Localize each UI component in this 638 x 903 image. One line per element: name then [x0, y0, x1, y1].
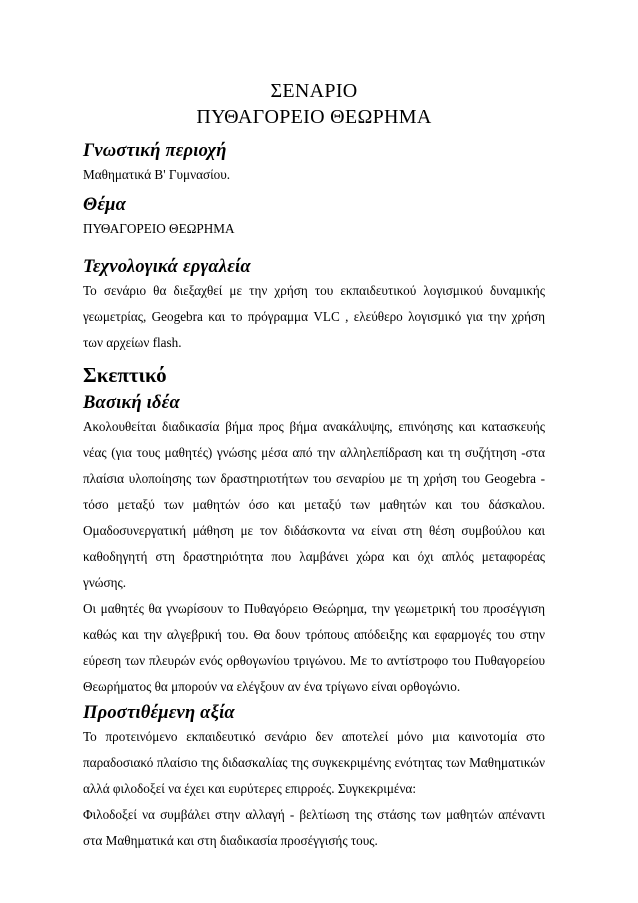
added-value-paragraph-2: Φιλοδοξεί να συμβάλει στην αλλαγή - βελτίωση της στάσης των μαθητών απέναντι στα Μαθηματικά και στη διαδικασία προσέγγισής τους.: [83, 807, 545, 848]
document-page: [83, 78, 545, 854]
heading-cognitive-area: Γνωστική περιοχή: [83, 141, 227, 161]
topic-text: ΠΥΘΑΓΟΡΕΙΟ ΘΕΩΡΗΜΑ: [83, 221, 235, 236]
heading-topic: Θέμα: [83, 195, 127, 215]
heading-tech-tools: Τεχνολογικά εργαλεία: [83, 257, 251, 277]
heading-basic-idea: Βασική ιδέα: [83, 393, 180, 413]
basic-idea-paragraph-2: Οι μαθητές θα γνωρίσουν το Πυθαγόρειο Θεώρημα, την γεωμετρική του προσέγγιση καθώς και την αλγεβρική του. Θα δουν τρόπους απόδειξης και εφαρμογές του στην εύρεση των πλευρών ενός ορθογωνίου τριγώνου. Με το αντίστροφο του Πυθαγορείου Θεωρήματος θα μπορούν να ελέγξουν αν ένα τρίγωνο είναι ορθογώνιο.: [83, 601, 545, 694]
tech-tools-text: Το σενάριο θα διεξαχθεί με την χρήση του εκπαιδευτικού λογισμικού δυναμικής γεωμετρίας, Geogebra και το πρόγραμμα VLC , ελεύθερο λογισμικό για την χρήση των αρχείων flash.: [83, 283, 545, 350]
cognitive-area-text: Μαθηματικά Β' Γυμνασίου.: [83, 167, 231, 182]
document-title-line2: ΠΥΘΑΓΟΡΕΙΟ ΘΕΩΡΗΜΑ: [196, 106, 432, 128]
basic-idea-paragraph-1: Ακολουθείται διαδικασία βήμα προς βήμα ανακάλυψης, επινόησης και κατασκευής νέας (για τους μαθητές) γνώσης μέσα από την αλληλεπίδραση και τη συζήτηση -στα πλαίσια υλοποίησης των δραστηριοτήτων του σεναρίου με τη χρήση του Geogebra - τόσο μεταξύ των μαθητών όσο και μεταξύ των μαθητών και του δάσκαλου. Ομαδοσυνεργατική μάθηση με τον διδάσκοντα να είναι στη θέση συμβούλου και καθοδηγητή στη δραστηριότητα που λαμβάνει χώρα και όχι απλός μεταφορέας γνώσης.: [83, 419, 545, 590]
document-title-line1: ΣΕΝΑΡΙΟ: [270, 80, 358, 102]
heading-added-value: Προστιθέμενη αξία: [83, 703, 235, 723]
heading-rationale: Σκεπτικό: [83, 363, 167, 387]
added-value-paragraph-1: Το προτεινόμενο εκπαιδευτικό σενάριο δεν αποτελεί μόνο μια καινοτομία στο παραδοσιακό πλαίσιο της διδασκαλίας της συγκεκριμένης ενότητας των Μαθηματικών αλλά φιλοδοξεί να έχει και ευρύτερες επιρροές. Συγκεκριμένα:: [83, 729, 545, 796]
